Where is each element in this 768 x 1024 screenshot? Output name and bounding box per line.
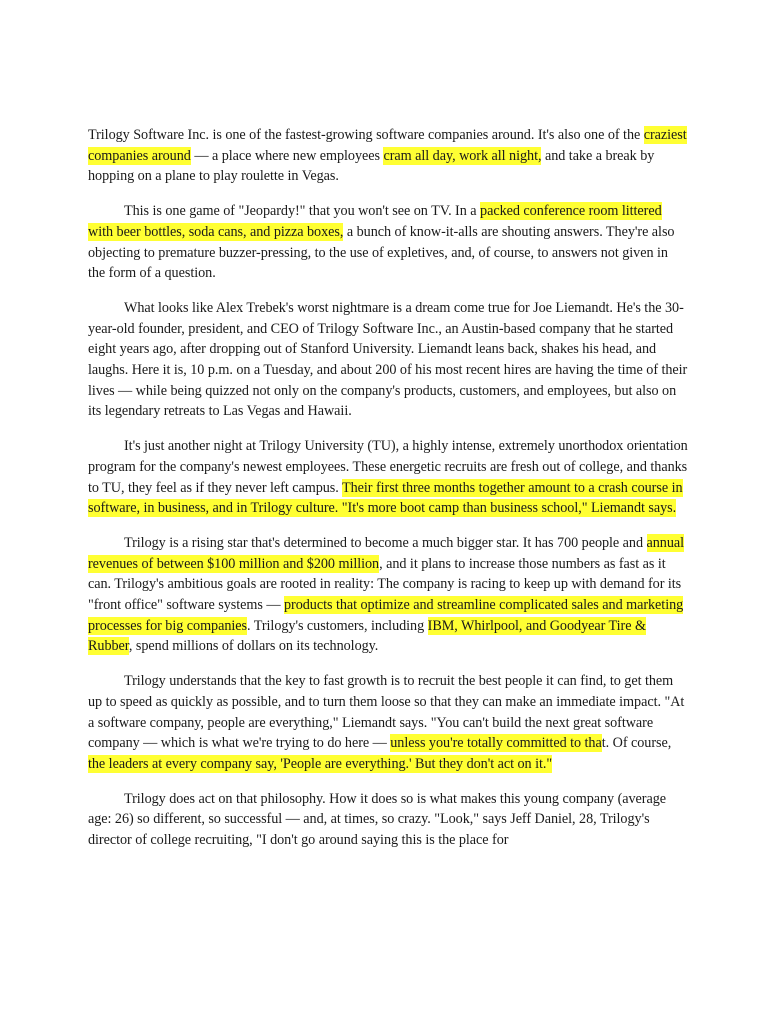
highlighted-text: products that optimize and streamline complicated sales and marketing processes for big companies [88,597,684,634]
paragraph-3 [88,298,688,422]
article-body [88,125,688,851]
highlighted-text: the leaders at every company say, 'People are everything.' But they don't act on it." [88,755,553,772]
body-text: — a place where new employees [190,147,384,164]
paragraph-4 [88,436,688,519]
paragraph-1 [88,125,688,187]
highlighted-text: unless you're totally committed to tha [390,735,602,752]
body-text: , spend millions of dollars on its technology. [128,638,379,655]
body-text: Trilogy does act on that philosophy. How it does so is what makes this young company (average age: 26) so different, so successful — and, at times, so crazy. "Look," says Jeff Daniel, 28, Trilogy's director of college recruiting, "I don't go around saying this is the place for [88,790,667,849]
highlighted-text: annual revenues of between $100 million and $200 million [88,534,685,572]
body-text: , and it plans to increase those numbers as fast as it can. Trilogy's ambitious goals are rooted in reality: The company is racing to keep up with demand for its "front office" software systems — [88,555,682,614]
paragraph-7 [88,789,688,851]
paragraph-6 [88,671,688,775]
body-text: a bunch of know-it-alls are shouting answers. They're also objecting to premature buzzer-pressing, to the use of expletives, and, of course, to answers not given in the form of a question. [88,223,675,282]
body-text: What looks like Alex Trebek's worst nightmare is a dream come true for Joe Liemandt. He's the 30-year-old founder, president, and CEO of Trilogy Software Inc., an Austin-based company that he started eight years ago, after dropping out of Stanford University. Liemandt leans back, shakes his head, and laughs. Here it is, 10 p.m. on a Tuesday, and about 200 of his most recent hires are having the time of their lives — while being quizzed not only on the company's products, customers, and employees, but also on its legendary retreats to Las Vegas and Hawaii. [88,299,688,420]
body-text: Trilogy Software Inc. is one of the fastest-growing software companies around. It's also one of the [88,127,644,143]
body-text: . Trilogy's customers, including [247,617,428,634]
body-text: t. Of course, [601,735,672,752]
highlighted-text: Their first three months together amount to a crash course in software, in business, and in Trilogy culture. "It's more boot camp than business school," Liemandt says. [88,479,683,517]
highlighted-text: IBM, Whirlpool, and Goodyear Tire & Rubber [88,617,646,655]
highlighted-text: cram all day, work all night, [383,147,542,164]
paragraph-2 [88,201,688,284]
body-text: Trilogy understands that the key to fast growth is to recruit the best people it can find, to get them up to speed as quickly as possible, and to turn them loose so that they can make an immediate impact. "At a software company, people are everything," Liemandt says. "You can't build the next great software company — which is what we're trying to do here — [88,673,685,752]
body-text: It's just another night at Trilogy University (TU), a highly intense, extremely unorthodox orientation program for the company's newest employees. These energetic recruits are fresh out of college, and thanks to TU, they feel as if they never left campus. [88,438,688,496]
paragraph-5 [88,533,688,657]
body-text: and take a break by hopping on a plane to play roulette in Vegas. [88,147,655,185]
body-text: This is one game of "Jeopardy!" that you won't see on TV. In a [124,203,481,220]
highlighted-text: packed conference room littered with beer bottles, soda cans, and pizza boxes, [88,203,662,240]
highlighted-text: craziest companies around [88,127,687,164]
body-text: Trilogy is a rising star that's determined to become a much bigger star. It has 700 people and [124,534,647,551]
